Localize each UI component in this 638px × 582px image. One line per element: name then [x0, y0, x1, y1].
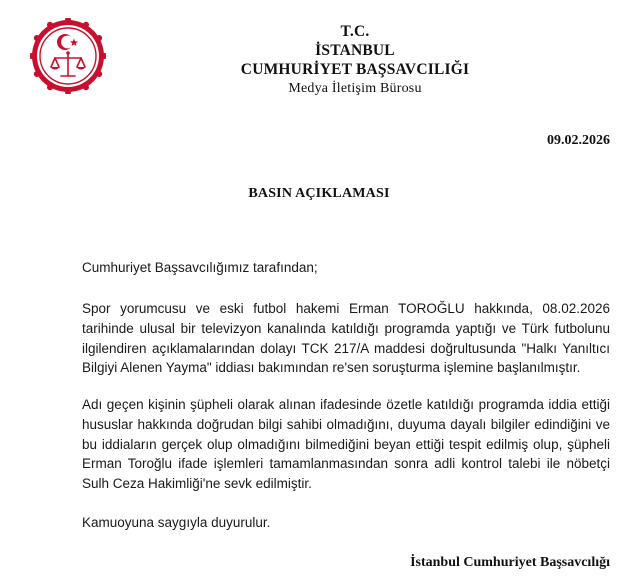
header-tc: T.C. — [340, 23, 370, 40]
paragraph-2-text: Adı geçen kişinin şüpheli olarak alınan ifadesinde özetle katıldığı programda iddia ettiği hususlar hakkında doğrudan bilgi sahibi olmadığını, duyuma dayalı bilgiler edindiğini ve bu iddiaların gerçek olup olmadığını bilmediğini beyan ettiği tespit edilmiş olup, şüpheli Erman Toroğlu ifade işlemleri tamamlanmasından sonra adli kontrol talebi ile nöbetçi Sulh Ceza Hakimliği'ne sevk edilmiştir. — [82, 397, 610, 492]
document-header — [160, 22, 550, 98]
paragraph-2 — [82, 395, 610, 494]
document-title: BASIN AÇIKLAMASI — [248, 186, 390, 201]
paragraph-1-text: Spor yorumcusu ve eski futbol hakemi Erman TOROĞLU hakkında, 08.02.2026 tarihinde ulusal bir televizyon kanalında katıldığı programda yaptığı ve Türk futbolunu ilgilendiren açıklamalarından dolayı TCK 217/A maddesi doğrultusunda "Halkı Yanıltıcı Bilgiyi Alenen Yayma" iddiası bakımından re'sen soruşturma işlemine başlanılmıştır. — [82, 301, 610, 376]
prosecutor-office-emblem-icon — [30, 18, 106, 94]
header-office: CUMHURİYET BAŞSAVCILIĞI — [240, 61, 470, 78]
header-city: İSTANBUL — [315, 42, 395, 59]
paragraph-1 — [82, 299, 610, 378]
header-bureau: Medya İletişim Bürosu — [288, 81, 422, 96]
document-date: 09.02.2026 — [547, 133, 610, 148]
signature: İstanbul Cumhuriyet Başsavcılığı — [410, 555, 610, 570]
salutation: Cumhuriyet Başsavcılığımız tarafından; — [82, 260, 318, 275]
closing-line: Kamuoyuna saygıyla duyurulur. — [82, 515, 271, 530]
